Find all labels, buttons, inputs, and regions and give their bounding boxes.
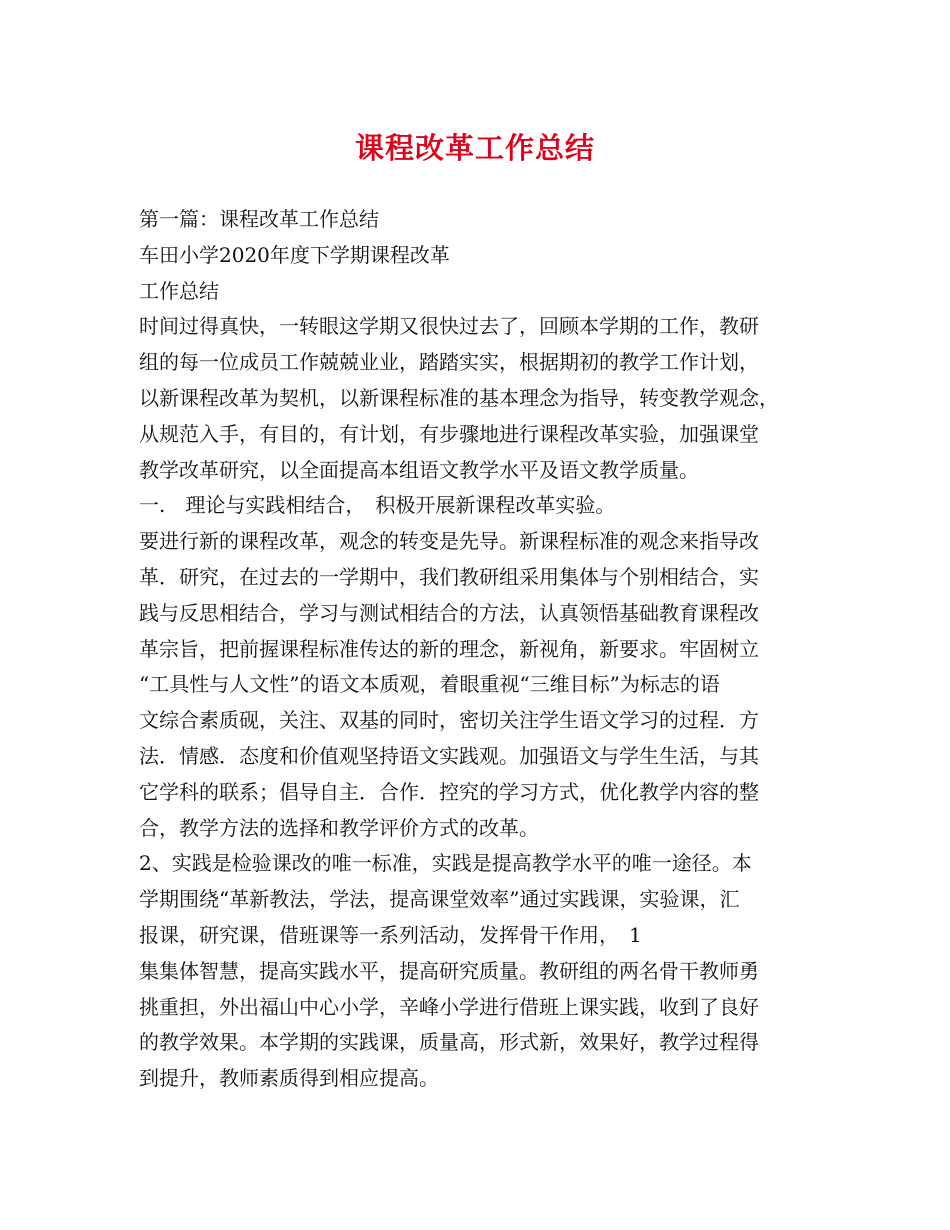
text-line: 2、实践是检验课改的唯一标准，实践是提高教学水平的唯一途径。本: [139, 851, 752, 876]
text-line: 教学改革研究，以全面提高本组语文教学水平及语文教学质量。: [139, 457, 699, 482]
text-line: 挑重担，外出福山中心小学，辛峰小学进行借班上课实践，收到了良好: [139, 994, 759, 1019]
text-line: 革宗旨，把前握课程标准传达的新的理念，新视角，新要求。牢固树立: [139, 636, 759, 661]
text-line: 践与反思相结合，学习与测试相结合的方法，认真领悟基础教育课程改: [139, 600, 759, 625]
text-line: 要进行新的课程改革，观念的转变是先导。新课程标准的观念来指导改: [139, 529, 759, 554]
text-line: 它学科的联系；倡导自主．合作．控究的学习方式，优化教学内容的整: [139, 779, 759, 804]
text-line: 学期围绕“革新教法，学法，提高课堂效率”通过实践课，实验课，汇: [139, 887, 740, 912]
text-line: 组的每一位成员工作兢兢业业，踏踏实实，根据期初的教学工作计划，: [139, 350, 759, 375]
text-line: 文综合素质砚，关注、双基的同时，密切关注学生语文学习的过程．方: [139, 708, 759, 733]
text-line: 以新课程改革为契机，以新课程标准的基本理念为指导，转变教学观念，: [139, 385, 779, 410]
text-line: 集集体智慧，提高实践水平，提高研究质量。教研组的两名骨干教师勇: [139, 958, 759, 983]
text-line: 报课，研究课，借班课等一系列活动，发挥骨干作用， 1: [139, 922, 642, 947]
text-line: 从规范入手，有目的，有计划，有步骤地进行课程改革实验，加强课堂: [139, 421, 759, 446]
text-line: 工作总结: [139, 278, 219, 303]
text-line: 革．研究，在过去的一学期中，我们教研组采用集体与个别相结合，实: [139, 564, 759, 589]
text-line: “工具性与人文性”的语文本质观，着眼重视“三维目标”为标志的语: [139, 672, 720, 697]
text-line: 第一篇：课程改革工作总结: [139, 207, 379, 231]
document-body: [139, 202, 819, 1097]
text-line: 车田小学2020年度下学期课程改革: [139, 242, 450, 267]
document-title: 课程改革工作总结: [354, 131, 595, 165]
text-line: 的教学效果。本学期的实践课，质量高，形式新，效果好，教学过程得: [139, 1030, 759, 1055]
text-line: 时间过得真快，一转眼这学期又很快过去了，回顾本学期的工作，教研: [139, 314, 759, 339]
text-line: 合，教学方法的选择和教学评价方式的改革。: [139, 815, 539, 840]
text-line: 到提升，教师素质得到相应提高。: [139, 1066, 439, 1091]
text-line: 一. 理论与实践相结合， 积极开展新课程改革实验。: [139, 493, 616, 518]
text-line: 法．情感．态度和价值观坚持语文实践观。加强语文与学生生活，与其: [139, 743, 759, 768]
